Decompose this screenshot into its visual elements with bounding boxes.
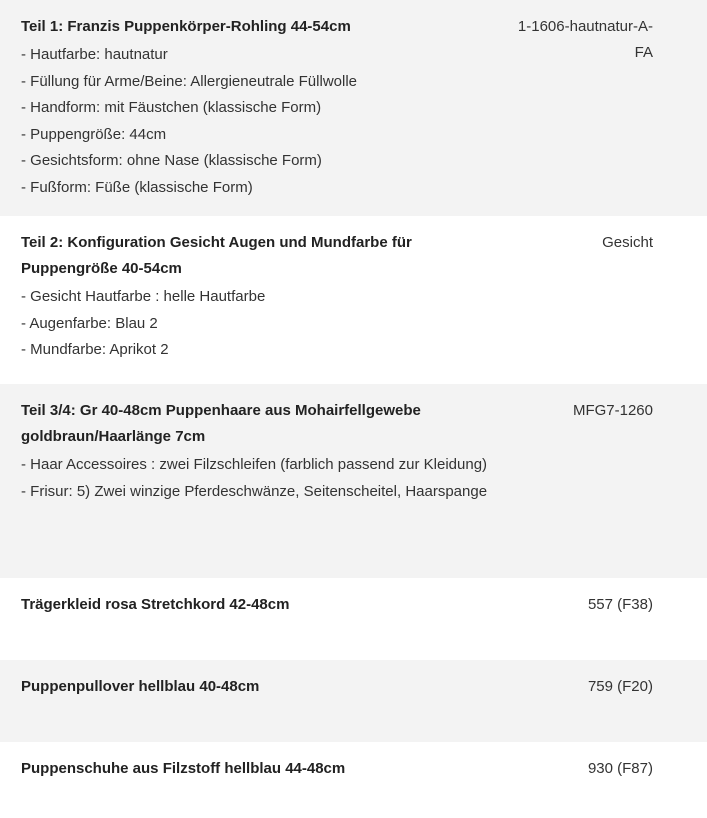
table-row: [0, 384, 707, 578]
item-detail: - Haar Accessoires : zwei Filzschleifen (farblich passend zur Kleidung): [21, 456, 488, 473]
item-description: [21, 230, 491, 366]
table-row: [0, 216, 707, 384]
item-code: 759 (F20): [587, 678, 653, 695]
item-detail: - Gesichtsform: ohne Nase (klassische Form): [21, 152, 322, 169]
item-title: Puppenpullover hellblau 40-48cm: [21, 678, 260, 695]
item-description: [21, 674, 491, 724]
item-detail: - Augenfarbe: Blau 2: [21, 314, 158, 332]
table-row: [0, 660, 707, 742]
item-details: [21, 42, 491, 201]
item-title: Teil 3/4: Gr 40-48cm Puppenhaare aus Mohairfellgewebe goldbraun/Haarlänge 7cm: [21, 402, 421, 445]
item-title: Puppenschuhe aus Filzstoff hellblau 44-48cm: [21, 760, 346, 777]
item-detail: - Mundfarbe: Aprikot 2: [21, 341, 169, 358]
item-detail: - Füllung für Arme/Beine: Allergieneutrale Füllwolle: [21, 72, 357, 90]
item-description: [21, 756, 491, 800]
item-code: 557 (F38): [587, 596, 653, 613]
item-description: [21, 14, 491, 198]
table-row: [0, 742, 707, 818]
item-code: Gesicht: [602, 234, 653, 251]
item-detail: - Fußform: Füße (klassische Form): [21, 178, 253, 196]
item-details: [21, 452, 491, 505]
item-details: [21, 284, 491, 364]
item-detail: - Puppengröße: 44cm: [21, 125, 167, 143]
table-row: [0, 0, 707, 216]
item-title: Teil 1: Franzis Puppenkörper-Rohling 44-54cm: [21, 18, 351, 35]
item-code: 1-1606-hautnatur-A-FA: [517, 18, 653, 61]
item-detail: - Hautfarbe: hautnatur: [21, 46, 168, 63]
item-code: MFG7-1260: [572, 402, 653, 419]
item-description: [21, 398, 491, 560]
item-title: Teil 2: Konfiguration Gesicht Augen und Mundfarbe für Puppengröße 40-54cm: [21, 234, 412, 277]
table-row: [0, 578, 707, 660]
item-detail: - Frisur: 5) Zwei winzige Pferdeschwänze, Seitenscheitel, Haarspange: [21, 482, 488, 500]
item-detail: - Handform: mit Fäustchen (klassische Form): [21, 99, 322, 116]
item-detail: - Gesicht Hautfarbe : helle Hautfarbe: [21, 288, 266, 305]
item-title: Trägerkleid rosa Stretchkord 42-48cm: [21, 596, 290, 613]
item-description: [21, 592, 491, 642]
item-code: 930 (F87): [587, 760, 653, 777]
